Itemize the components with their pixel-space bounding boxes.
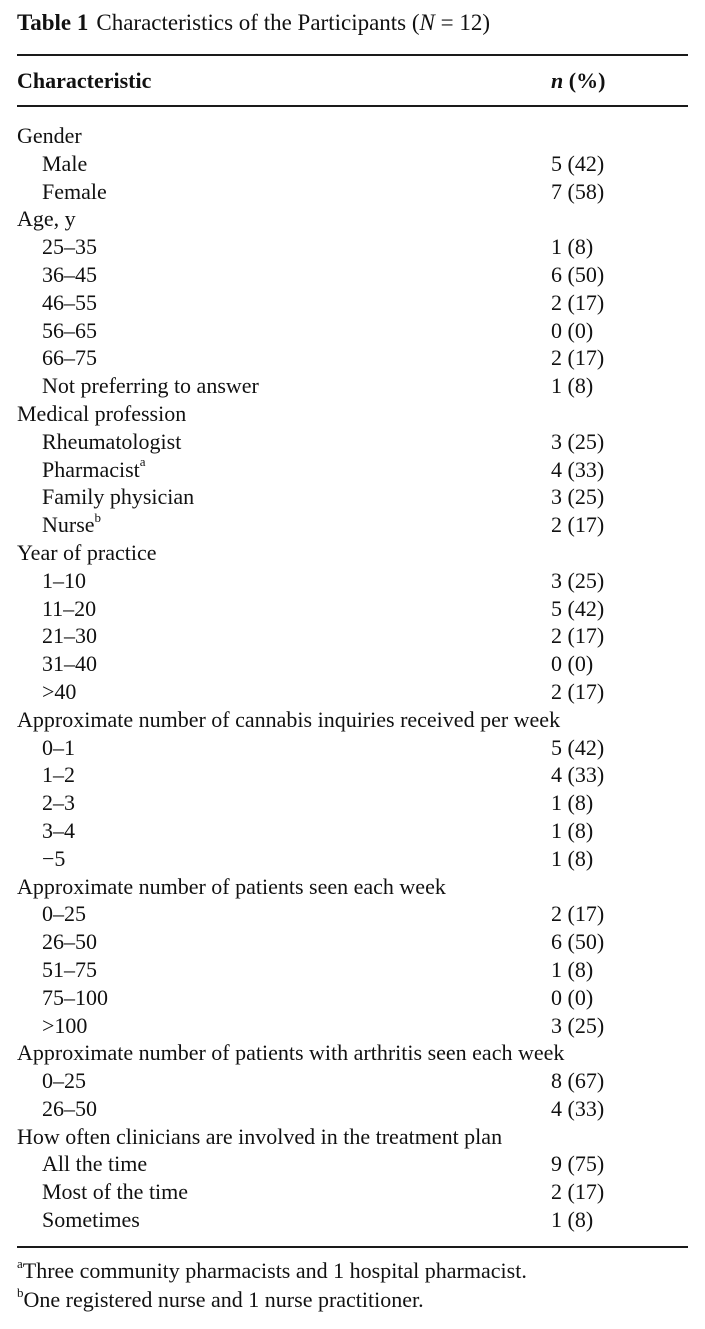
table-row xyxy=(17,1206,688,1234)
group-label xyxy=(17,122,82,150)
row-value: 8 (67) xyxy=(551,1068,605,1094)
row-value: 9 (75) xyxy=(551,1151,605,1177)
footnote-text-b: One registered nurse and 1 nurse practitioner. xyxy=(23,1287,424,1312)
label-text: >100 xyxy=(42,1012,88,1038)
row-label xyxy=(42,317,97,345)
row-label xyxy=(42,178,107,206)
table-row xyxy=(17,428,688,456)
table-row xyxy=(17,150,688,178)
row-label xyxy=(42,1067,86,1095)
table-group-row xyxy=(17,706,688,734)
label-text: 36–45 xyxy=(42,261,97,287)
group-label xyxy=(17,873,446,901)
group-label xyxy=(17,1039,564,1067)
row-label xyxy=(42,789,75,817)
table-row xyxy=(17,928,688,956)
row-label xyxy=(42,261,97,289)
label-text: Approximate number of patients with arthritis seen each week xyxy=(17,1040,565,1066)
column-header-characteristic: Characteristic xyxy=(17,68,152,93)
table-body xyxy=(17,122,688,1234)
row-label xyxy=(42,984,108,1012)
label-text: Female xyxy=(42,178,107,204)
table-row xyxy=(17,261,688,289)
table-group-row xyxy=(17,205,688,233)
row-label xyxy=(42,900,86,928)
label-text: 66–75 xyxy=(42,345,97,371)
row-value: 2 (17) xyxy=(551,512,605,538)
row-value: 1 (8) xyxy=(551,845,594,871)
row-label xyxy=(42,956,97,984)
label-text: −5 xyxy=(42,845,66,871)
table-row xyxy=(17,289,688,317)
row-value: 2 (17) xyxy=(551,289,605,315)
row-label xyxy=(42,150,87,178)
table-row xyxy=(17,595,688,623)
label-text: Family physician xyxy=(42,484,195,510)
table-row xyxy=(17,1150,688,1178)
label-text: Approximate number of patients seen each week xyxy=(17,873,446,899)
row-value: 6 (50) xyxy=(551,929,605,955)
group-label xyxy=(17,706,560,734)
table-row xyxy=(17,845,688,873)
row-label xyxy=(42,456,146,484)
label-text: Age, y xyxy=(17,206,76,232)
header-n-symbol: n xyxy=(551,68,564,93)
row-value: 1 (8) xyxy=(551,1207,594,1233)
table-row xyxy=(17,761,688,789)
label-text: 11–20 xyxy=(42,595,97,621)
row-value: 4 (33) xyxy=(551,1095,605,1121)
label-text: 51–75 xyxy=(42,956,97,982)
footnote-ref: a xyxy=(139,454,146,470)
label-text: Sometimes xyxy=(42,1207,140,1233)
table-row xyxy=(17,1067,688,1095)
row-label xyxy=(42,1012,87,1040)
label-text: 21–30 xyxy=(42,623,97,649)
row-value: 3 (25) xyxy=(551,1012,605,1038)
label-text: 1–10 xyxy=(42,567,86,593)
row-value: 3 (25) xyxy=(551,567,605,593)
footnote-a xyxy=(17,1255,527,1284)
label-text: Approximate number of cannabis inquiries received per week xyxy=(17,706,561,732)
label-text: Rheumatologist xyxy=(42,428,182,454)
label-text: 31–40 xyxy=(42,651,97,677)
table-row xyxy=(17,817,688,845)
row-value: 1 (8) xyxy=(551,373,594,399)
row-value: 6 (50) xyxy=(551,261,605,287)
label-text: Nurse xyxy=(42,512,95,538)
table-row xyxy=(17,734,688,762)
row-label xyxy=(42,511,101,539)
label-text: Not preferring to answer xyxy=(42,373,259,399)
table-row xyxy=(17,1095,688,1123)
row-label xyxy=(42,428,181,456)
row-value: 5 (42) xyxy=(551,595,605,621)
row-value: 4 (33) xyxy=(551,456,605,482)
row-label xyxy=(42,678,76,706)
footnote-mark-b: b xyxy=(17,1284,24,1300)
table-row xyxy=(17,1012,688,1040)
row-value: 1 (8) xyxy=(551,234,594,260)
row-label xyxy=(42,845,65,873)
row-value: 2 (17) xyxy=(551,1179,605,1205)
row-label xyxy=(42,1206,140,1234)
table-group-row xyxy=(17,1123,688,1151)
label-text: Medical profession xyxy=(17,400,187,426)
row-value: 2 (17) xyxy=(551,901,605,927)
table-row xyxy=(17,567,688,595)
row-value: 0 (0) xyxy=(551,317,594,343)
table-caption xyxy=(17,10,490,36)
header-n-suffix: (%) xyxy=(563,68,606,93)
row-value: 0 (0) xyxy=(551,651,594,677)
row-label xyxy=(42,734,75,762)
row-label xyxy=(42,567,86,595)
caption-text-after: = 12) xyxy=(434,10,491,35)
row-label xyxy=(42,289,97,317)
footnote-ref: b xyxy=(94,509,102,525)
group-label xyxy=(17,1123,502,1151)
row-label xyxy=(42,1178,188,1206)
row-label xyxy=(42,650,97,678)
label-text: 1–2 xyxy=(42,762,75,788)
row-value: 0 (0) xyxy=(551,984,594,1010)
table-group-row xyxy=(17,122,688,150)
label-text: 3–4 xyxy=(42,817,75,843)
table-label: Table 1 xyxy=(17,10,89,35)
label-text: 46–55 xyxy=(42,289,97,315)
row-value: 1 (8) xyxy=(551,817,594,843)
label-text: Most of the time xyxy=(42,1179,189,1205)
row-label xyxy=(42,817,75,845)
table-group-row xyxy=(17,400,688,428)
table-group-row xyxy=(17,1039,688,1067)
table-row xyxy=(17,344,688,372)
row-value: 2 (17) xyxy=(551,623,605,649)
label-text: 0–1 xyxy=(42,734,75,760)
row-value: 5 (42) xyxy=(551,150,605,176)
table-row xyxy=(17,622,688,650)
table-group-row xyxy=(17,539,688,567)
label-text: 75–100 xyxy=(42,984,108,1010)
table-row xyxy=(17,678,688,706)
label-text: All the time xyxy=(42,1151,148,1177)
row-value: 2 (17) xyxy=(551,678,605,704)
top-rule xyxy=(17,54,688,56)
label-text: 25–35 xyxy=(42,234,97,260)
table-row xyxy=(17,456,688,484)
row-label xyxy=(42,928,97,956)
group-label xyxy=(17,400,186,428)
footnote-b xyxy=(17,1284,424,1313)
label-text: 26–50 xyxy=(42,1095,97,1121)
table-row xyxy=(17,1178,688,1206)
row-value: 3 (25) xyxy=(551,428,605,454)
group-label xyxy=(17,205,76,233)
table-row xyxy=(17,900,688,928)
row-label xyxy=(42,595,96,623)
row-value: 2 (17) xyxy=(551,345,605,371)
group-label xyxy=(17,539,156,567)
table-row xyxy=(17,789,688,817)
label-text: 56–65 xyxy=(42,317,97,343)
row-label xyxy=(42,344,97,372)
bottom-rule xyxy=(17,1246,688,1248)
header-rule xyxy=(17,105,688,107)
row-label xyxy=(42,761,75,789)
table-row xyxy=(17,984,688,1012)
label-text: Gender xyxy=(17,123,82,148)
table-row xyxy=(17,233,688,261)
label-text: >40 xyxy=(42,678,77,704)
row-label xyxy=(42,1095,97,1123)
table-row xyxy=(17,650,688,678)
footnote-mark-a: a xyxy=(17,1255,23,1271)
table-row xyxy=(17,317,688,345)
row-value: 3 (25) xyxy=(551,484,605,510)
label-text: How often clinicians are involved in the treatment plan xyxy=(17,1123,503,1149)
caption-text-before: Characteristics of the Participants ( xyxy=(96,10,420,35)
table-row xyxy=(17,483,688,511)
table-group-row xyxy=(17,873,688,901)
label-text: Pharmacist xyxy=(42,456,140,482)
row-label xyxy=(42,372,259,400)
label-text: Year of practice xyxy=(17,539,157,565)
footnote-text-a: Three community pharmacists and 1 hospital pharmacist. xyxy=(22,1258,527,1283)
row-value: 1 (8) xyxy=(551,956,594,982)
table-row xyxy=(17,511,688,539)
label-text: 26–50 xyxy=(42,929,97,955)
table-row xyxy=(17,178,688,206)
label-text: 0–25 xyxy=(42,901,86,927)
row-value: 1 (8) xyxy=(551,790,594,816)
row-value: 7 (58) xyxy=(551,178,605,204)
caption-n-symbol: N xyxy=(419,10,435,35)
column-header-n-percent xyxy=(551,68,605,94)
label-text: 2–3 xyxy=(42,790,75,816)
row-label xyxy=(42,622,97,650)
row-value: 5 (42) xyxy=(551,734,605,760)
label-text: Male xyxy=(42,150,88,176)
row-value: 4 (33) xyxy=(551,762,605,788)
label-text: 0–25 xyxy=(42,1068,86,1094)
table-row xyxy=(17,372,688,400)
row-label xyxy=(42,1150,147,1178)
row-label xyxy=(42,483,194,511)
row-label xyxy=(42,233,97,261)
table-row xyxy=(17,956,688,984)
